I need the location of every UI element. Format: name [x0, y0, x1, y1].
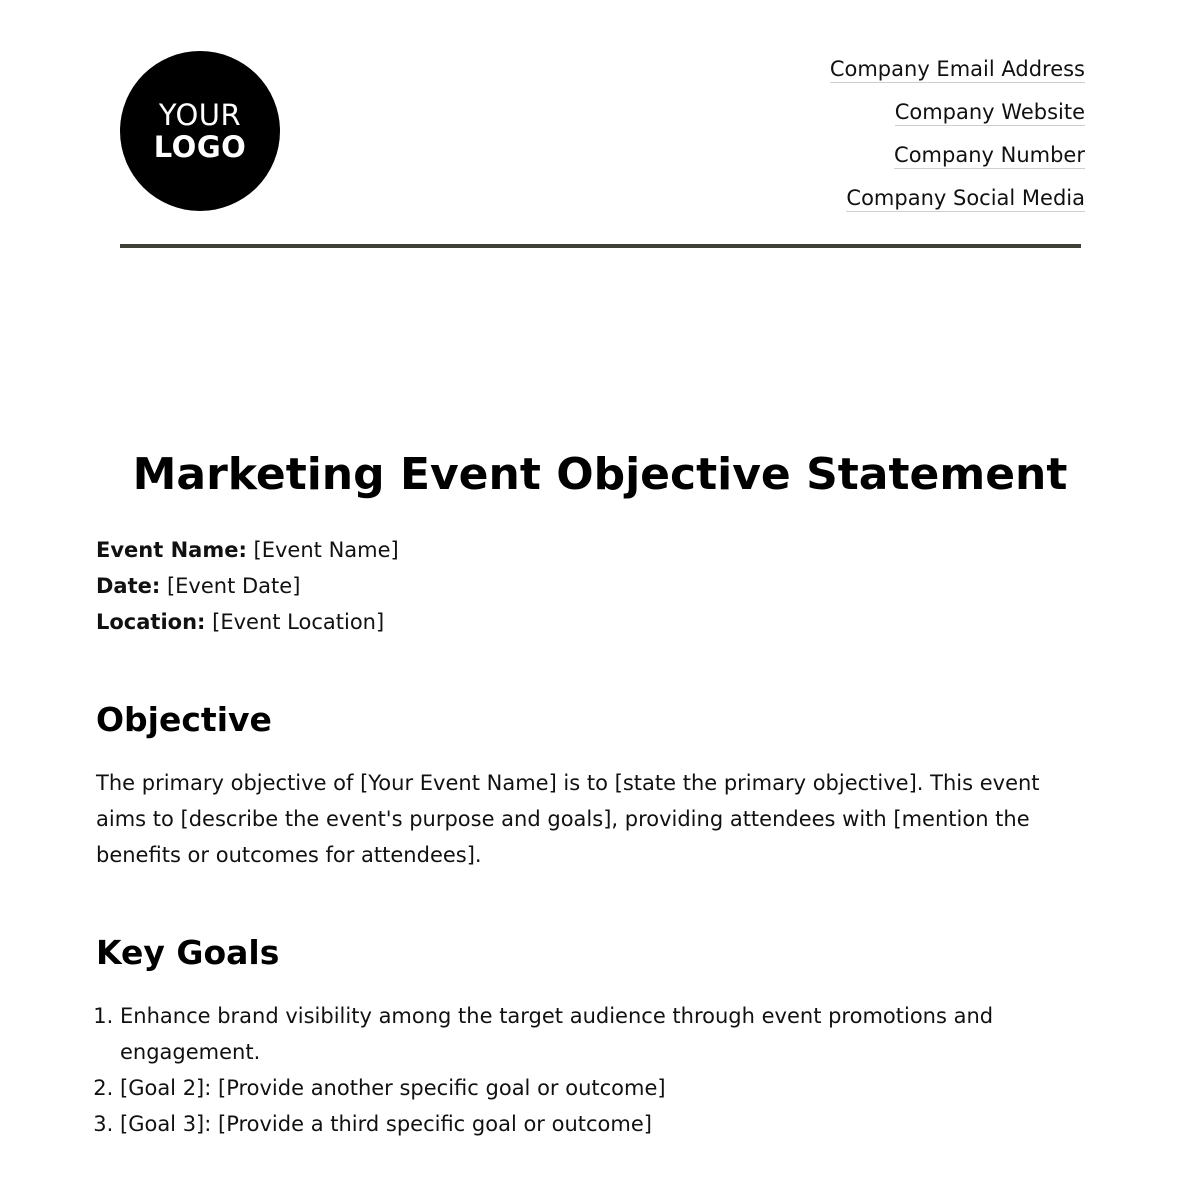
event-location-row: [96, 604, 1096, 640]
event-name-label: Event Name:: [96, 538, 247, 562]
event-date-label: Date:: [96, 574, 161, 598]
header-divider: [120, 244, 1081, 248]
key-goal-item-2: 2. [Goal 2]: [Provide another specific goal or outcome]: [120, 1070, 1110, 1106]
document-title: Marketing Event Objective Statement: [132, 449, 1068, 501]
event-date-value: [Event Date]: [160, 574, 301, 598]
key-goals-list: [96, 998, 1110, 1142]
key-goal-item-1: 1. Enhance brand visibility among the target audience through event promotions and engagement.: [120, 998, 1110, 1070]
company-number: Company Number: [894, 143, 1085, 167]
event-location-value: [Event Location]: [205, 610, 385, 634]
company-contact-block: [830, 56, 1085, 212]
logo-text-line1: YOUR: [158, 98, 242, 132]
objective-heading: Objective: [96, 700, 272, 739]
event-location-label: Location:: [96, 610, 206, 634]
key-goals-heading: Key Goals: [96, 933, 280, 972]
company-website: Company Website: [894, 100, 1085, 124]
objective-paragraph: The primary objective of [Your Event Name] is to [state the primary objective]. This event aims to [describe the event's purpose and goals], providing attendees with [mention the benefits or outcomes for attendees].: [96, 771, 1040, 867]
logo-text-line2: LOGO: [153, 130, 247, 164]
event-name-row: [96, 532, 1096, 568]
event-details: [96, 532, 1096, 640]
event-date-row: [96, 568, 1096, 604]
company-email: Company Email Address: [829, 57, 1085, 81]
company-logo: [120, 51, 280, 211]
key-goal-item-3: 3. [Goal 3]: [Provide a third specific goal or outcome]: [120, 1106, 1110, 1142]
company-social-media: Company Social Media: [846, 186, 1085, 210]
event-name-value: [Event Name]: [246, 538, 399, 562]
